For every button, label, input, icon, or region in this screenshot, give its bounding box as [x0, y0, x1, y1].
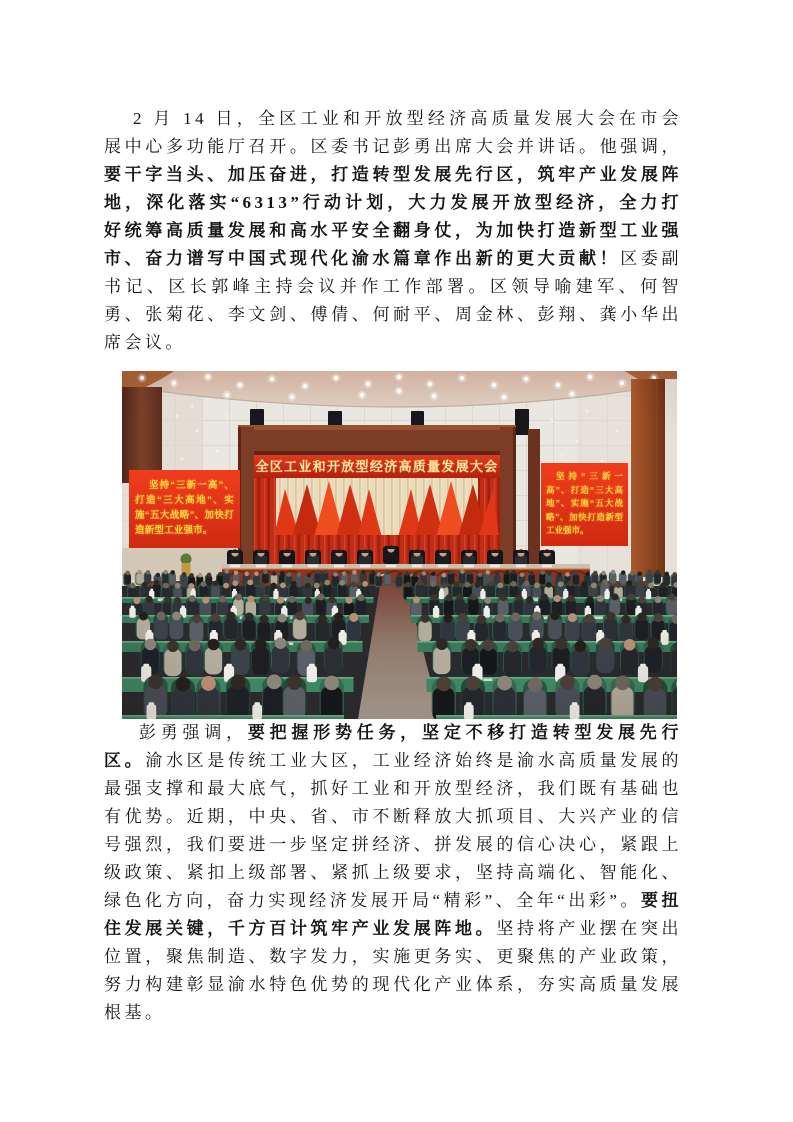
paragraph-body	[104, 719, 682, 1027]
stage-banner: 全区工业和开放型经济高质量发展大会	[254, 455, 500, 478]
emphasis-text: 要把握形势任务，坚定不移打造转型发展先行区。	[104, 723, 683, 770]
emphasis-text: 要扭住发展关键，千方百计筑牢产业发展阵地。	[104, 891, 682, 938]
body-text: 彭勇强调，	[139, 723, 248, 742]
body-text: 区委副书记、区长郭峰主持会议并作工作部署。区领导喻建军、何智勇、张菊花、李文剑、傅倩、何耐平、周金林、彭翔、龚小华出席会议。	[104, 249, 682, 352]
led-screen-right: 坚持“三新一高”、打造“三大高地”、实施“五大战略”、加快打造新型工业强市。	[541, 463, 628, 546]
led-screen-left: 坚持“三新一高”、打造“三大高地”、实施“五大战略”、加快打造新型工业强市。	[129, 470, 240, 548]
body-text: 渝水区是传统工业大区，工业经济始终是渝水高质量发展的最强支撑和最大底气，抓好工业和开放型经济，我们既有基础也有优势。近期，中央、省、市不断释放大抓项目、大兴产业的信号强烈，我们要进一步坚定拼经济、拼发展的信心决心，紧跟上级政策、紧扣上级部署、紧抓上级要求，坚持高端化、智能化、绿色化方向，奋力实现经济发展开局“精彩”、全年“出彩”。	[104, 751, 683, 910]
body-text: 坚持将产业摆在突出位置，聚焦制造、数字发力，实施更务实、更聚焦的产业政策，努力构建彰显渝水特色优势的现代化产业体系，夯实高质量发展根基。	[104, 919, 682, 1022]
conference-photo	[122, 371, 677, 719]
emphasis-text: 要干字当头、加压奋进，打造转型发展先行区，筑牢产业发展阵地，深化落实“6313”行动计划，大力发展开放型经济，全力打好统筹高质量发展和高水平安全翻身仗，为加快打造新型工业强市、奋力谱写中国式现代化渝水篇章作出新的更大贡献！	[104, 165, 682, 268]
paragraph-lead	[104, 105, 682, 357]
body-text: 2 月 14 日，全区工业和开放型经济高质量发展大会在市会展中心多功能厅召开。区委书记彭勇出席大会并讲话。他强调，	[104, 109, 682, 156]
